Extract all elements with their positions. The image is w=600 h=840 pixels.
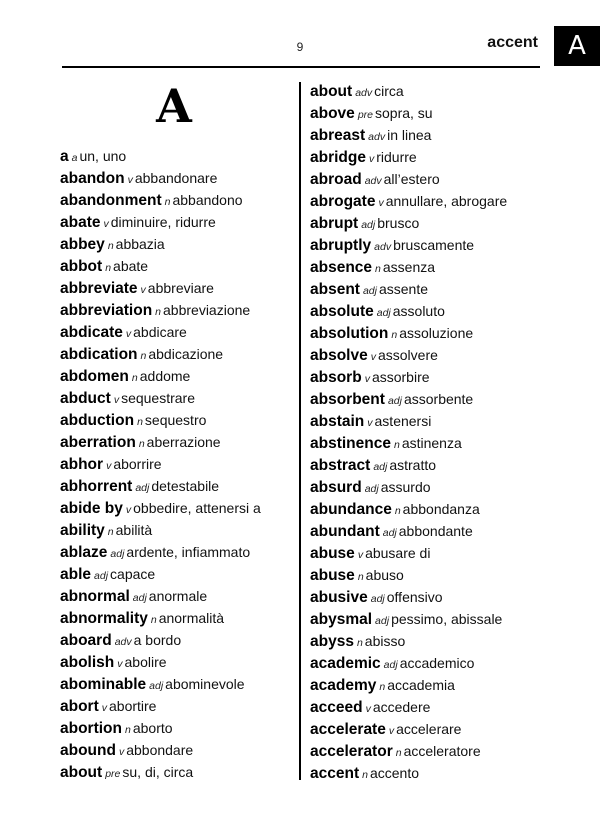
entry-translation: aberrazione [146,434,221,450]
entry-translation: assorbire [371,369,430,385]
dictionary-entry [310,388,555,410]
dictionary-entry [60,299,292,321]
entry-translation: abbreviazione [163,302,251,318]
entry-translation: accento [369,765,420,781]
entry-translation: pessimo, abissale [391,611,503,627]
entry-part-of-speech: v [365,703,371,715]
entry-translation: annullare, abrogare [385,193,508,209]
dictionary-entry [310,124,555,146]
dictionary-entry [60,475,292,497]
entry-part-of-speech: n [131,372,138,384]
dictionary-entry [310,410,555,432]
dictionary-entry [310,696,555,718]
dictionary-entry [310,740,555,762]
entry-part-of-speech: n [394,505,401,517]
entry-headword: ablaze [60,544,108,561]
entry-headword: abdomen [60,368,129,385]
entry-part-of-speech: v [370,351,376,363]
dictionary-entry [60,673,292,695]
dictionary-entry [60,343,292,365]
entry-part-of-speech: adj [362,285,377,297]
entry-headword: academy [310,677,377,694]
entry-part-of-speech: n [138,438,145,450]
entry-headword: absence [310,259,373,276]
entry-translation: abbondanza [402,501,480,517]
entry-headword: abnormality [60,610,148,627]
entry-headword: abstinence [310,435,391,452]
entry-part-of-speech: v [388,725,395,737]
entry-headword: abreast [310,127,366,144]
dictionary-entry [60,739,292,761]
guide-word: accent [487,34,538,51]
entry-part-of-speech: v [125,328,132,340]
entry-translation: abbondante [398,523,473,539]
entry-headword: absorbent [310,391,385,408]
entry-part-of-speech: n [155,306,162,318]
entry-headword: abolish [60,654,115,671]
dictionary-entry [310,564,555,586]
entry-part-of-speech: adj [110,548,125,560]
entry-headword: abate [60,214,101,231]
entry-headword: abortion [60,720,122,737]
entry-part-of-speech: adj [383,659,398,671]
entry-translation: assoluto [392,303,445,319]
entry-translation: aborto [132,720,173,736]
dictionary-entry [310,234,555,256]
entry-part-of-speech: v [364,373,370,385]
right-column [310,80,555,784]
entry-translation: abusare di [365,545,431,561]
dictionary-entry [60,365,292,387]
entry-headword: absolve [310,347,368,364]
page-number: 9 [296,40,304,54]
entry-part-of-speech: adv [355,87,373,99]
entry-translation: in linea [387,127,432,143]
dictionary-entry [310,476,555,498]
entry-part-of-speech: n [137,416,143,428]
entry-part-of-speech: n [164,196,171,208]
entry-part-of-speech: v [101,702,107,714]
dictionary-entry [60,607,292,629]
entry-part-of-speech: adv [114,636,132,648]
entry-headword: abide by [60,500,123,517]
entry-translation: un, uno [79,148,127,164]
entry-part-of-speech: adj [382,527,397,539]
entry-translation: abbandono [172,192,243,208]
dictionary-entry [310,278,555,300]
entry-headword: accelerate [310,721,386,738]
entry-translation: all’estero [383,171,440,187]
entry-headword: above [310,105,355,122]
entry-part-of-speech: v [357,549,364,561]
dictionary-entry [310,542,555,564]
left-column [60,145,292,783]
entry-headword: abbreviate [60,280,138,297]
dictionary-entry [60,387,292,409]
entry-translation: accelerare [396,721,462,737]
entry-headword: a [60,148,69,165]
dictionary-entry [60,519,292,541]
entry-part-of-speech: n [375,263,381,275]
entry-part-of-speech: adj [370,593,385,605]
entry-translation: capace [110,566,156,582]
dictionary-entry [60,409,292,431]
entry-translation: astratto [389,457,437,473]
entry-translation: diminuire, ridurre [110,214,216,230]
dictionary-entry [310,80,555,102]
entry-part-of-speech: pre [357,109,373,121]
entry-headword: abuse [310,567,355,584]
entry-part-of-speech: v [140,284,146,296]
entry-part-of-speech: v [118,746,125,758]
dictionary-entry [60,761,292,783]
dictionary-entry [310,168,555,190]
entry-translation: accedere [372,699,431,715]
entry-headword: abbey [60,236,105,253]
entry-part-of-speech: adj [361,219,376,231]
dictionary-entry [310,652,555,674]
dictionary-entry [310,608,555,630]
entry-translation: offensivo [386,589,443,605]
entry-translation: ardente, infiammato [126,544,251,560]
dictionary-entry [310,762,555,784]
entry-translation: anormalità [158,610,225,626]
entry-translation: accademico [399,655,475,671]
dictionary-entry [60,189,292,211]
entry-part-of-speech: v [368,153,375,165]
entry-translation: astinenza [401,435,462,451]
dictionary-entry [60,277,292,299]
dictionary-entry [60,321,292,343]
entry-headword: abort [60,698,99,715]
section-letter: A [156,79,192,133]
entry-headword: able [60,566,92,583]
entry-translation: abdicare [133,324,187,340]
entry-part-of-speech: adj [387,395,402,407]
header-rule [62,66,540,68]
entry-part-of-speech: v [367,417,373,429]
entry-part-of-speech: n [107,240,114,252]
entry-headword: abstain [310,413,365,430]
entry-translation: sopra, su [375,105,433,121]
entry-headword: abusive [310,589,368,606]
dictionary-entry [60,431,292,453]
entry-headword: abdication [60,346,138,363]
entry-translation: assurdo [380,479,431,495]
entry-part-of-speech: n [107,526,114,538]
entry-translation: assente [378,281,429,297]
entry-headword: accelerator [310,743,393,760]
entry-headword: abduct [60,390,111,407]
entry-translation: abdicazione [148,346,224,362]
entry-headword: abundance [310,501,392,518]
entry-part-of-speech: adj [375,615,390,627]
entry-part-of-speech: v [106,460,112,472]
entry-part-of-speech: pre [105,768,121,780]
entry-part-of-speech: adj [135,482,150,494]
dictionary-entry [310,190,555,212]
dictionary-entry [60,211,292,233]
entry-translation: accademia [387,677,455,693]
entry-part-of-speech: adv [374,241,392,253]
entry-part-of-speech: v [127,174,133,186]
entry-translation: sequestrare [121,390,195,406]
entry-part-of-speech: n [357,571,364,583]
dictionary-entry [310,674,555,696]
entry-part-of-speech: n [140,350,147,362]
entry-headword: aberration [60,434,136,451]
entry-part-of-speech: adv [364,175,382,187]
entry-part-of-speech: adj [149,680,164,692]
entry-headword: abhorrent [60,478,133,495]
dictionary-entry [310,212,555,234]
entry-part-of-speech: v [378,197,384,209]
entry-translation: ridurre [376,149,417,165]
entry-part-of-speech: n [105,262,112,274]
dictionary-entry [60,541,292,563]
entry-translation: obbedire, attenersi a [133,500,261,516]
entry-translation: astenersi [374,413,432,429]
entry-headword: abhor [60,456,104,473]
entry-translation: abominevole [165,676,245,692]
dictionary-entry [310,344,555,366]
entry-headword: academic [310,655,381,672]
entry-part-of-speech: v [103,218,109,230]
dictionary-entry [60,717,292,739]
dictionary-entry [60,453,292,475]
dictionary-entry [60,695,292,717]
entry-translation: abisso [364,633,406,649]
entry-headword: abbot [60,258,103,275]
entry-part-of-speech: adj [373,461,388,473]
entry-part-of-speech: n [150,614,157,626]
entry-headword: abduction [60,412,135,429]
entry-translation: assoluzione [399,325,474,341]
dictionary-entry [310,718,555,740]
dictionary-entry [310,322,555,344]
dictionary-entry [60,145,292,167]
dictionary-entry [60,629,292,651]
entry-part-of-speech: v [113,394,120,406]
entry-translation: abilità [115,522,153,538]
letter-tab: A [554,26,600,66]
dictionary-entry [310,454,555,476]
entry-headword: abundant [310,523,380,540]
entry-part-of-speech: n [362,769,368,781]
entry-translation: su, di, circa [122,764,194,780]
dictionary-entry [60,233,292,255]
dictionary-entry [310,146,555,168]
entry-part-of-speech: n [356,637,363,649]
entry-headword: abruptly [310,237,372,254]
dictionary-entry [310,256,555,278]
dictionary-entry [60,497,292,519]
entry-headword: abnormal [60,588,130,605]
entry-headword: abdicate [60,324,123,341]
dictionary-entry [60,167,292,189]
entry-translation: assenza [382,259,436,275]
entry-headword: absolute [310,303,374,320]
entry-headword: abrupt [310,215,359,232]
entry-headword: acceed [310,699,363,716]
entry-part-of-speech: n [125,724,131,736]
entry-translation: assolvere [377,347,438,363]
entry-headword: abound [60,742,116,759]
entry-headword: absent [310,281,360,298]
entry-headword: absorb [310,369,362,386]
entry-headword: abbreviation [60,302,153,319]
dictionary-entry [310,366,555,388]
entry-headword: abrogate [310,193,376,210]
entry-translation: anormale [148,588,208,604]
entry-translation: abbondare [126,742,194,758]
entry-headword: absurd [310,479,362,496]
entry-headword: abridge [310,149,366,166]
entry-headword: abroad [310,171,362,188]
entry-part-of-speech: v [125,504,132,516]
entry-translation: abbazia [115,236,165,252]
entry-part-of-speech: adj [132,592,147,604]
entry-headword: abyss [310,633,354,650]
entry-translation: acceleratore [403,743,481,759]
entry-translation: abolire [124,654,167,670]
entry-headword: abominable [60,676,147,693]
entry-translation: brusco [377,215,420,231]
entry-part-of-speech: adv [368,131,386,143]
entry-headword: absolution [310,325,389,342]
dictionary-entry [310,498,555,520]
entry-translation: abate [113,258,149,274]
dictionary-entry [310,520,555,542]
column-divider [299,82,301,780]
entry-translation: addome [139,368,191,384]
dictionary-entry [310,586,555,608]
dictionary-entry [60,651,292,673]
entry-headword: abandonment [60,192,162,209]
entry-headword: abstract [310,457,371,474]
dictionary-entry [60,585,292,607]
entry-part-of-speech: v [117,658,123,670]
entry-part-of-speech: n [395,747,402,759]
entry-translation: a bordo [133,632,182,648]
entry-headword: about [310,83,353,100]
entry-translation: abuso [365,567,404,583]
dictionary-entry [310,630,555,652]
entry-part-of-speech: a [71,152,78,164]
entry-part-of-speech: adj [364,483,379,495]
dictionary-entry [310,432,555,454]
entry-part-of-speech: adj [376,307,391,319]
entry-headword: aboard [60,632,112,649]
entry-headword: accent [310,765,360,782]
dictionary-entry [60,255,292,277]
entry-translation: abbandonare [134,170,218,186]
entry-translation: assorbente [403,391,474,407]
entry-part-of-speech: n [391,329,398,341]
entry-headword: abuse [310,545,355,562]
entry-translation: sequestro [144,412,207,428]
entry-part-of-speech: adj [94,570,109,582]
entry-translation: aborrire [113,456,162,472]
entry-headword: ability [60,522,105,539]
entry-translation: abortire [109,698,157,714]
entry-part-of-speech: n [379,681,386,693]
entry-headword: about [60,764,103,781]
dictionary-entry [60,563,292,585]
entry-headword: abandon [60,170,125,187]
entry-translation: circa [374,83,404,99]
entry-translation: bruscamente [393,237,475,253]
entry-translation: detestabile [151,478,220,494]
entry-part-of-speech: n [393,439,400,451]
entry-translation: abbreviare [147,280,214,296]
entry-headword: abysmal [310,611,373,628]
dictionary-entry [310,102,555,124]
dictionary-entry [310,300,555,322]
